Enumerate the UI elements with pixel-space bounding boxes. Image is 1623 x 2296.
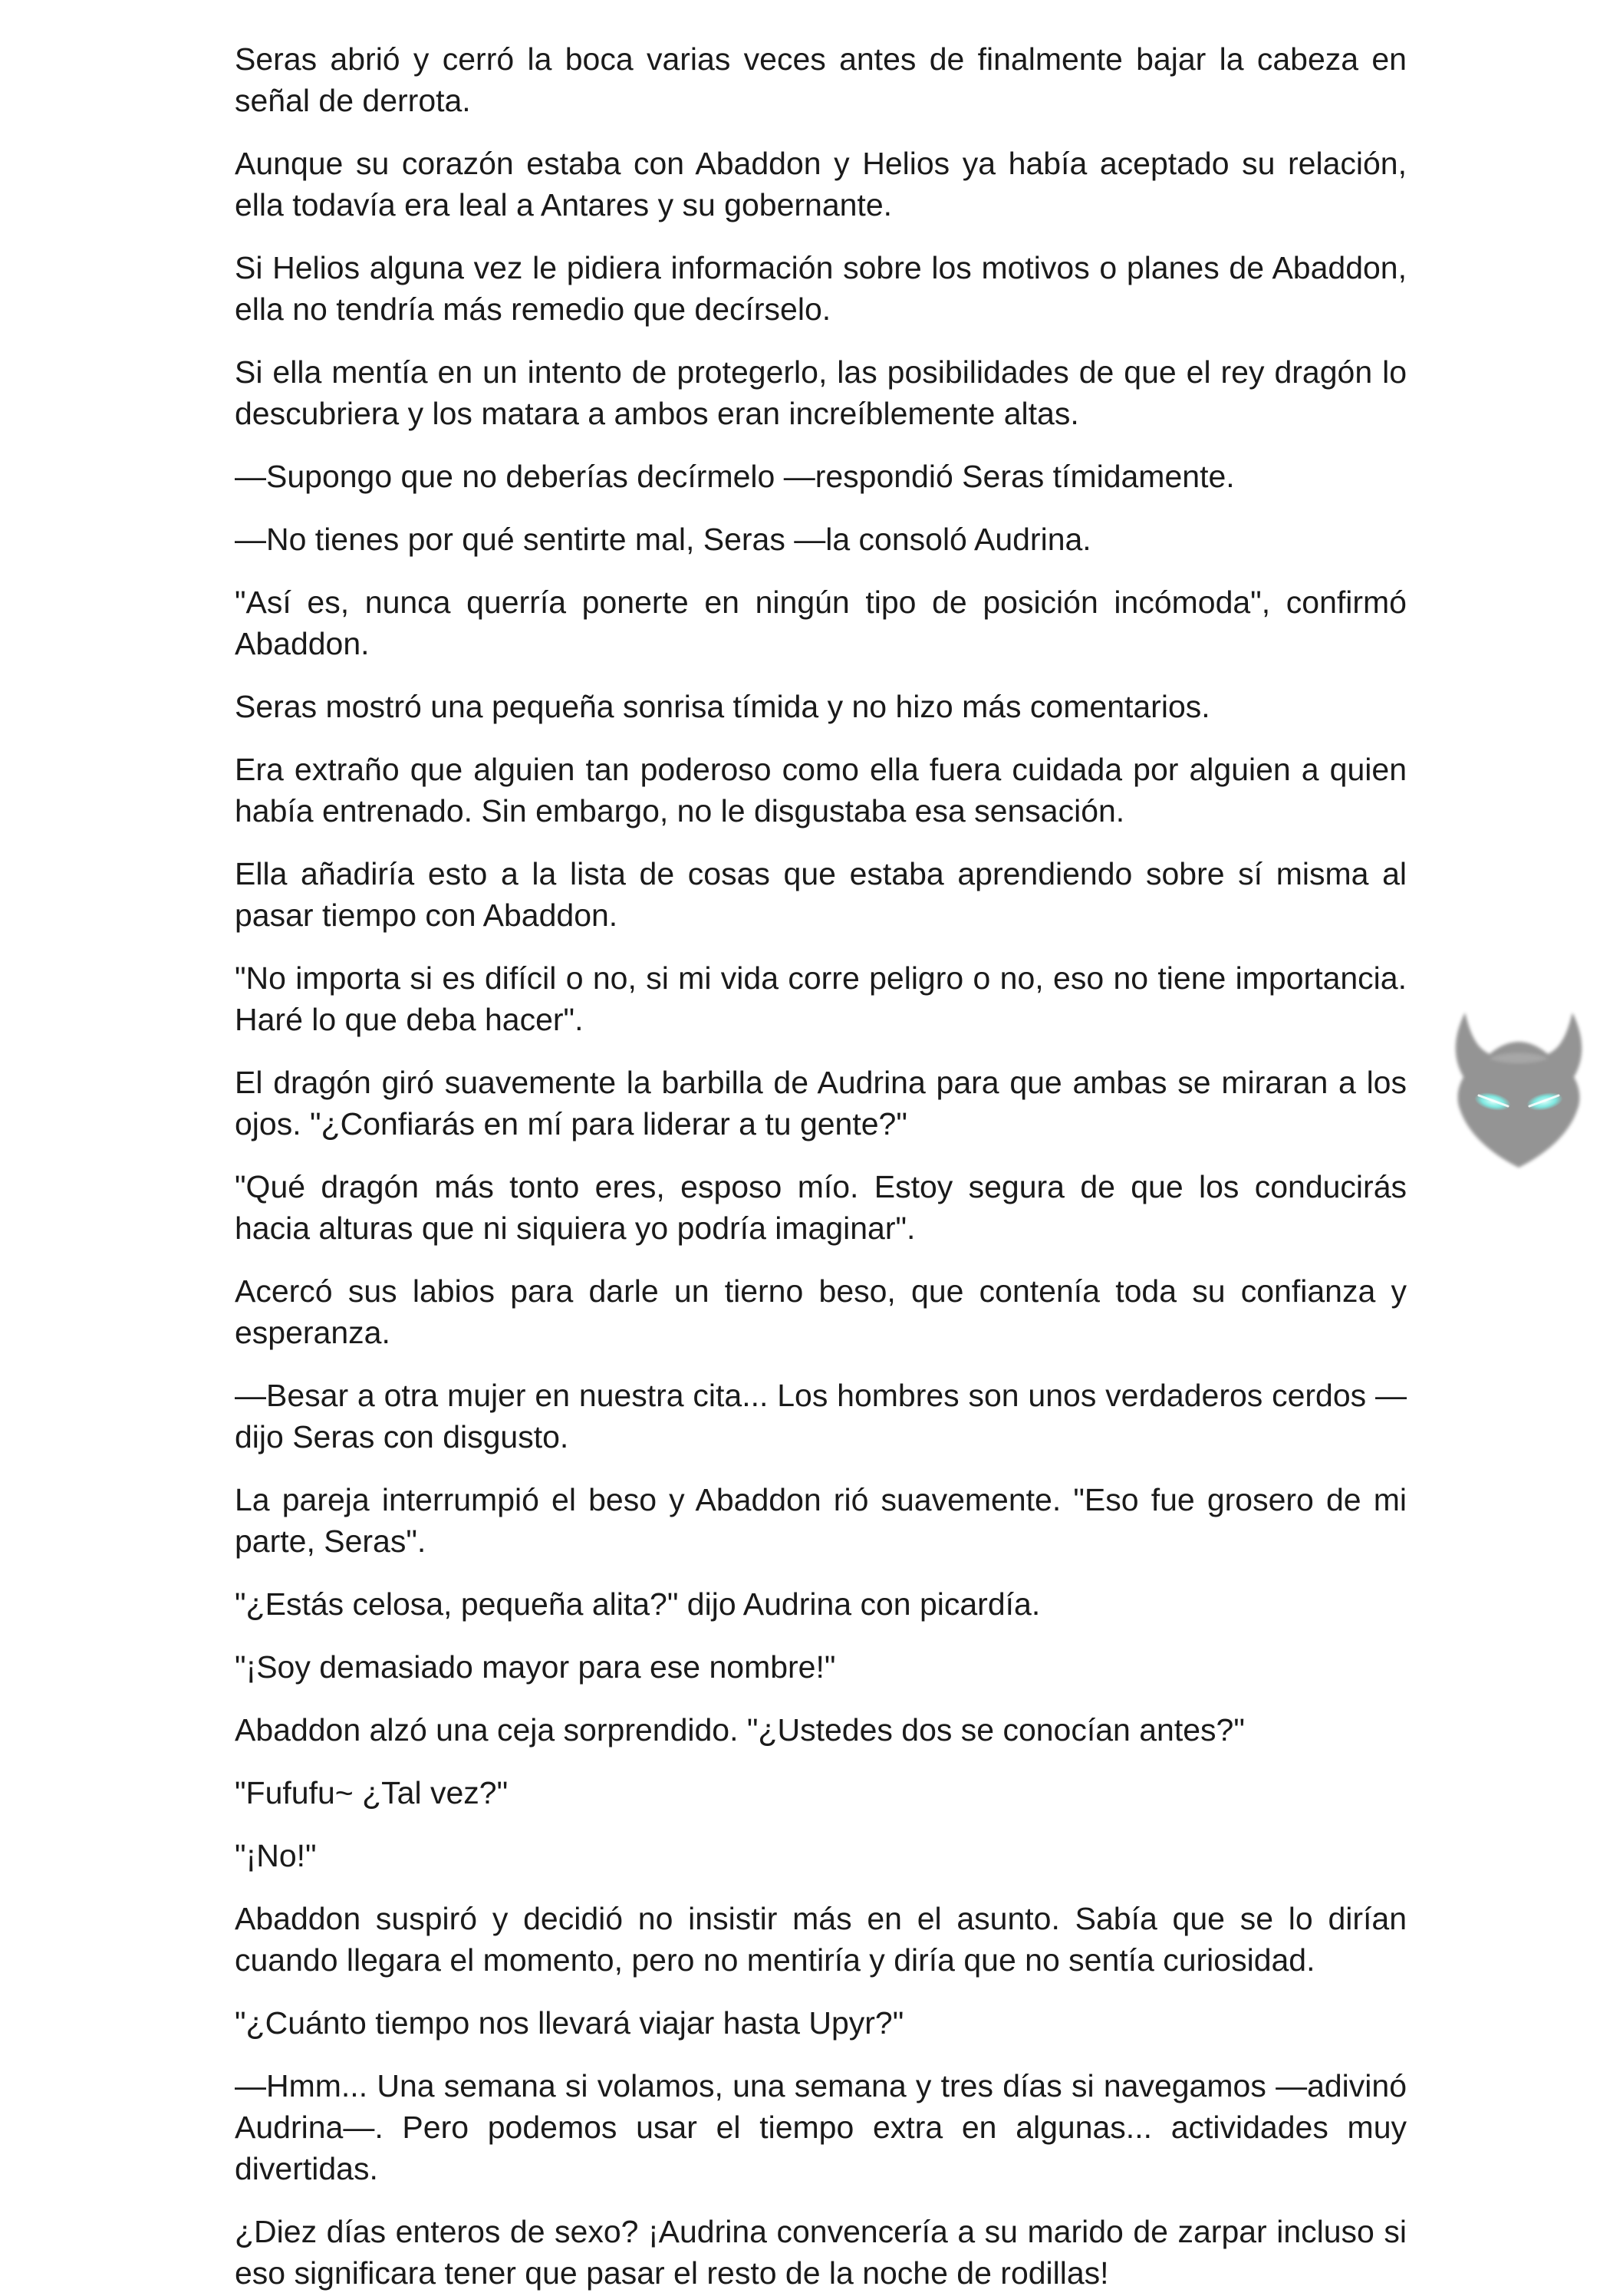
document-body [235,38,1407,2294]
paragraph-24: —Hmm... Una semana si volamos, una semana y tres días si navegamos —adivinó Audrina—. Pero podemos usar el tiempo extra en algunas... actividades muy divertidas. [235,2068,1407,2186]
paragraph-17: "¿Estás celosa, pequeña alita?" dijo Audrina con picardía. [235,1586,1041,1622]
paragraph-8: Seras mostró una pequeña sonrisa tímida y no hizo más comentarios. [235,689,1210,724]
paragraph-6: —No tienes por qué sentirte mal, Seras —la consoló Audrina. [235,522,1091,557]
paragraph-13: "Qué dragón más tonto eres, esposo mío. Estoy segura de que los conducirás hacia alturas que ni siquiera yo podría imaginar". [235,1169,1407,1246]
paragraph-21: "¡No!" [235,1838,317,1873]
paragraph-23: "¿Cuánto tiempo nos llevará viajar hasta Upyr?" [235,2005,904,2041]
paragraph-10: Ella añadiría esto a la lista de cosas que estaba aprendiendo sobre sí misma al pasar tiempo con Abaddon. [235,856,1407,933]
paragraph-11: "No importa si es difícil o no, si mi vida corre peligro o no, eso no tiene importancia. Haré lo que deba hacer". [235,960,1407,1037]
paragraph-19: Abaddon alzó una ceja sorprendido. "¿Ustedes dos se conocían antes?" [235,1712,1245,1748]
paragraph-3: Si Helios alguna vez le pidiera información sobre los motivos o planes de Abaddon, ella no tendría más remedio que decírselo. [235,250,1407,327]
paragraph-9: Era extraño que alguien tan poderoso como ella fuera cuidada por alguien a quien había entrenado. Sin embargo, no le disgustaba esa sensación. [235,752,1407,828]
paragraph-20: "Fufufu~ ¿Tal vez?" [235,1775,509,1810]
paragraph-18: "¡Soy demasiado mayor para ese nombre!" [235,1649,836,1685]
demon-head-logo-icon [1442,997,1595,1174]
paragraph-15: —Besar a otra mujer en nuestra cita... Los hombres son unos verdaderos cerdos —dijo Seras con disgusto. [235,1378,1407,1454]
paragraph-1: Seras abrió y cerró la boca varias veces antes de finalmente bajar la cabeza en señal de derrota. [235,41,1407,118]
paragraph-25: ¿Diez días enteros de sexo? ¡Audrina convencería a su marido de zarpar incluso si eso significara tener que pasar el resto de la noche de rodillas! [235,2214,1407,2291]
paragraph-4: Si ella mentía en un intento de protegerlo, las posibilidades de que el rey dragón lo descubriera y los matara a ambos eran increíblemente altas. [235,354,1407,431]
paragraph-2: Aunque su corazón estaba con Abaddon y Helios ya había aceptado su relación, ella todavía era leal a Antares y su gobernante. [235,146,1407,222]
paragraph-5: —Supongo que no deberías decírmelo —respondió Seras tímidamente. [235,459,1235,494]
paragraph-14: Acercó sus labios para darle un tierno beso, que contenía toda su confianza y esperanza. [235,1273,1407,1350]
paragraph-12: El dragón giró suavemente la barbilla de Audrina para que ambas se miraran a los ojos. "¿Confiarás en mí para liderar a tu gente?" [235,1065,1407,1141]
paragraph-7: "Así es, nunca querría ponerte en ningún tipo de posición incómoda", confirmó Abaddon. [235,585,1407,661]
paragraph-16: La pareja interrumpió el beso y Abaddon rió suavemente. "Eso fue grosero de mi parte, Seras". [235,1482,1407,1559]
paragraph-22: Abaddon suspiró y decidió no insistir más en el asunto. Sabía que se lo dirían cuando llegara el momento, pero no mentiría y diría que no sentía curiosidad. [235,1901,1407,1978]
